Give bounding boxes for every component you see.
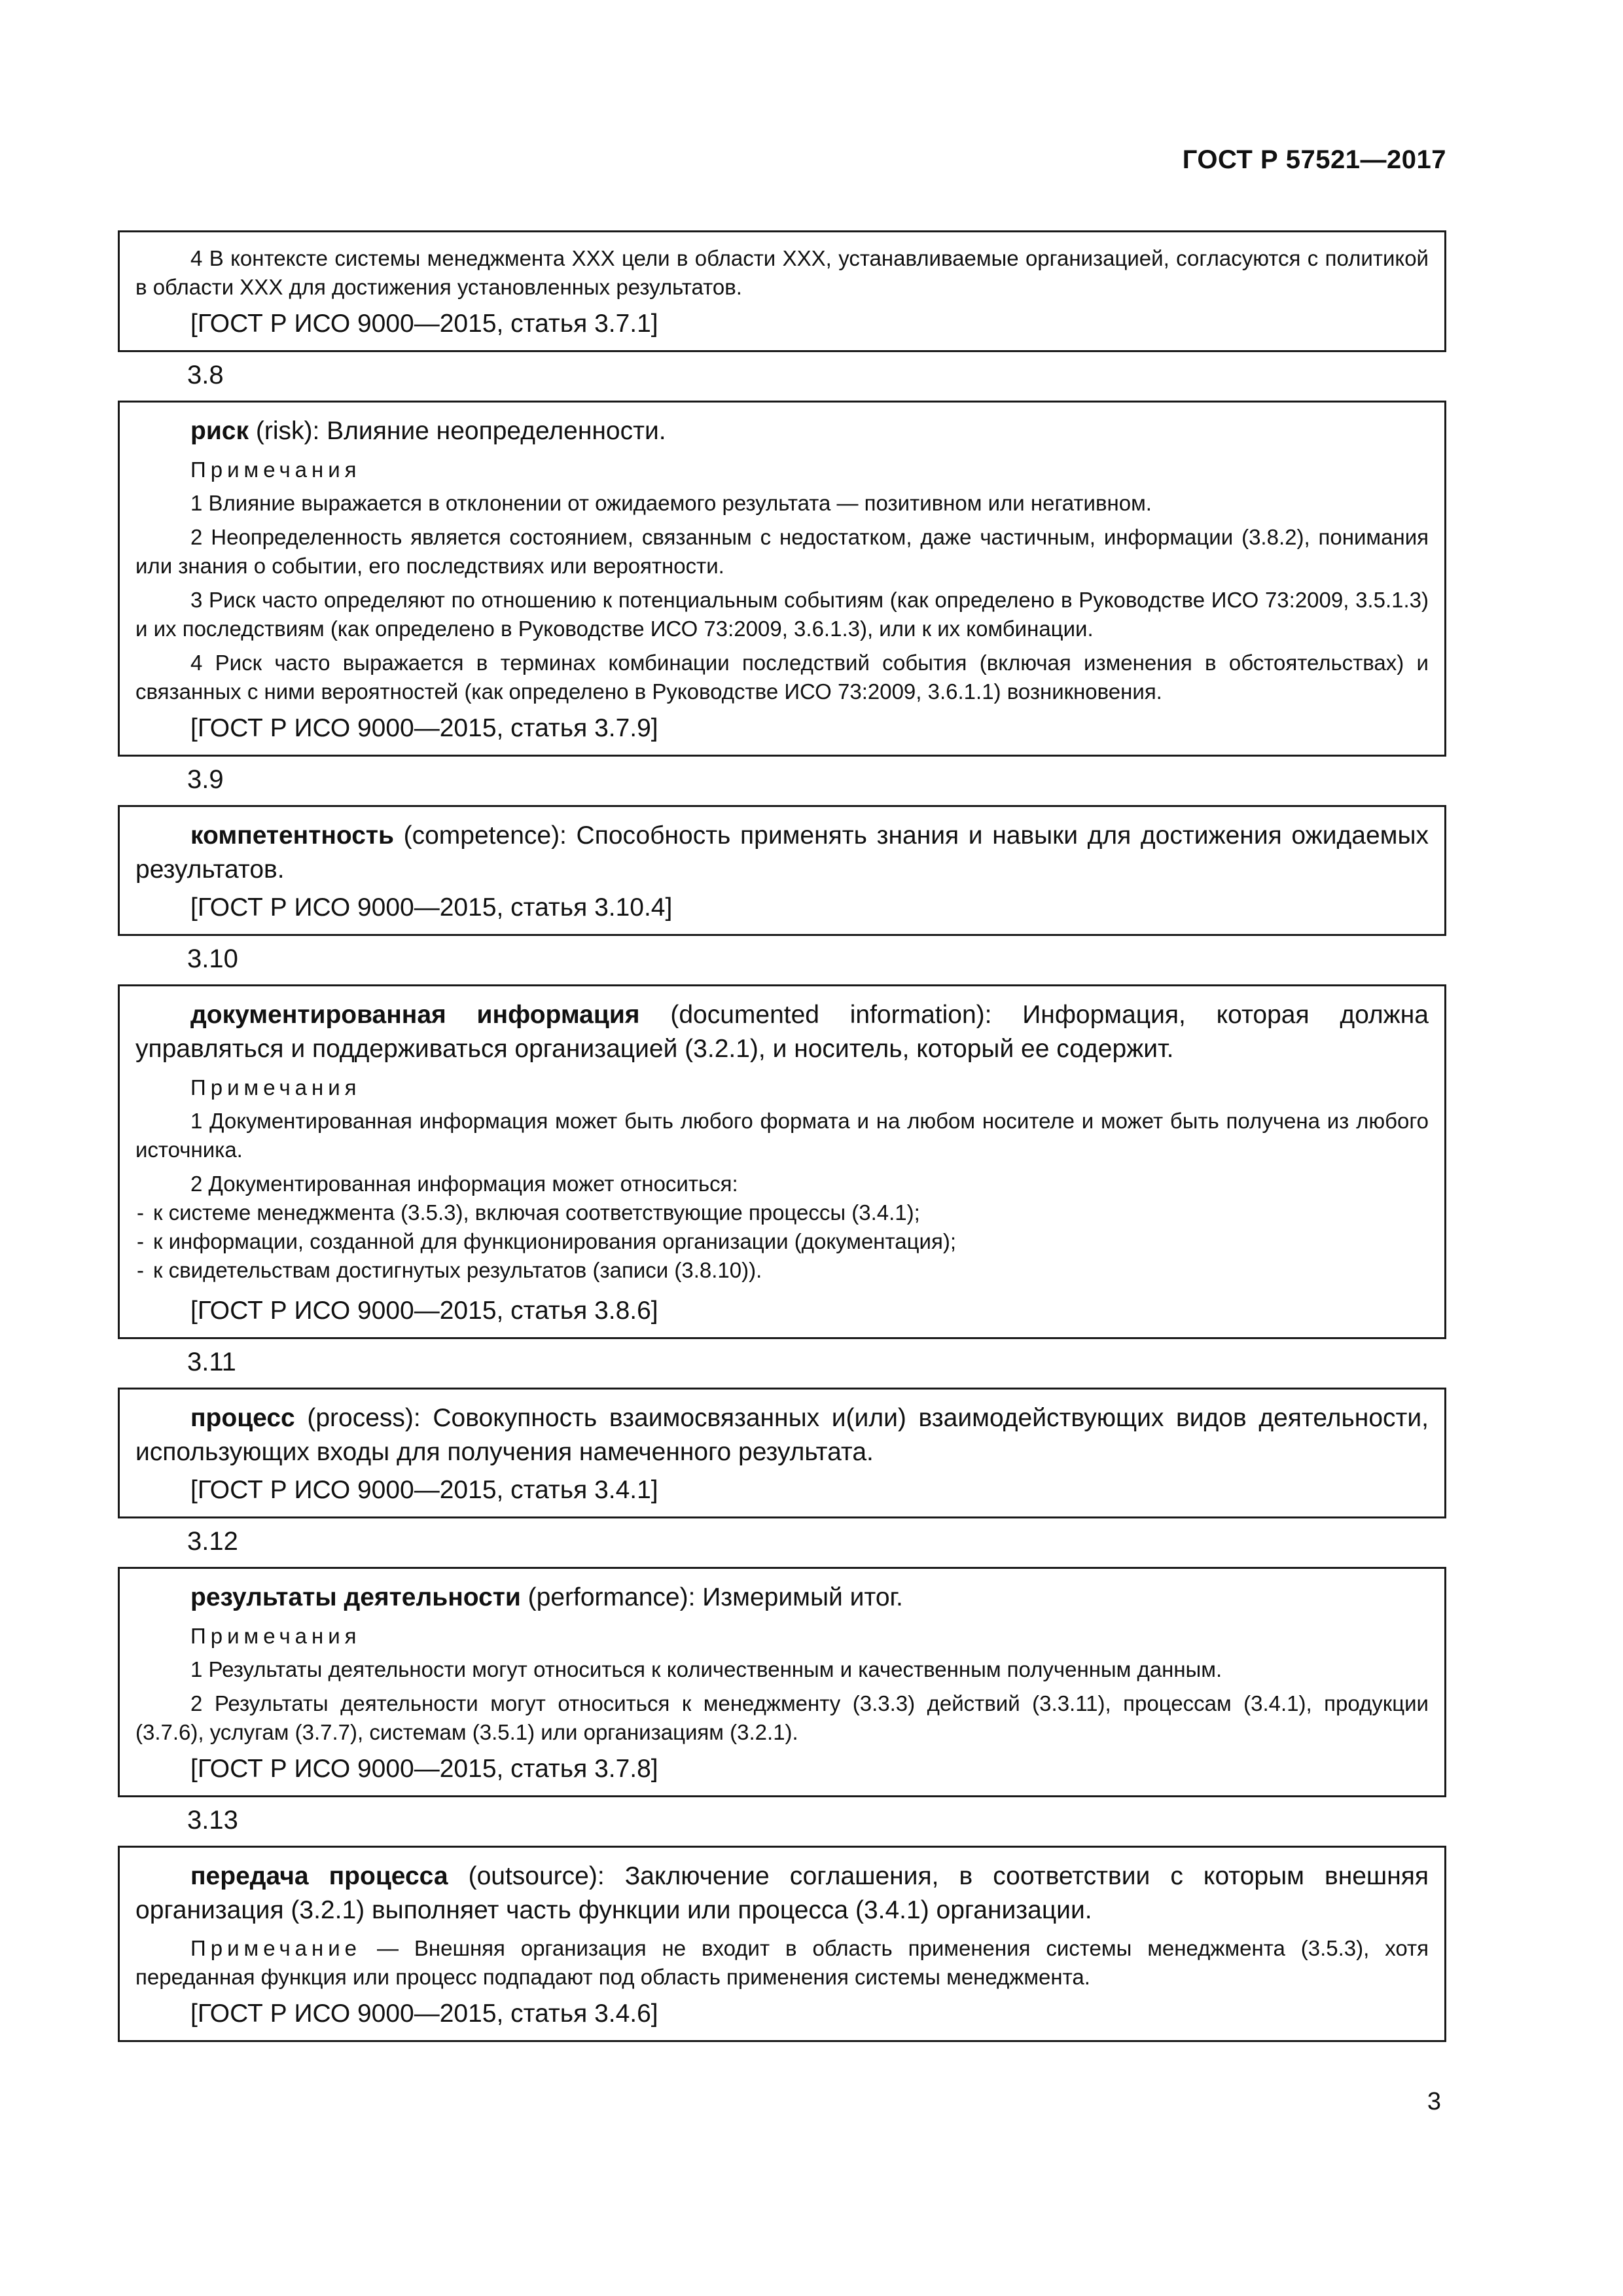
- note-item: 1 Документированная информация может быть любого формата и на любом носителе и может быть получена из любого источника.: [135, 1109, 1429, 1162]
- source-reference: [ГОСТ Р ИСО 9000—2015, статья 3.4.1]: [190, 1476, 658, 1504]
- term-number: 3.12: [187, 1527, 238, 1556]
- definition-text: (process): Совокупность взаимосвязанных и(или) взаимодействующих видов деятельности, использующих входы для получения намеченного результата.: [135, 1404, 1429, 1466]
- source-reference: [ГОСТ Р ИСО 9000—2015, статья 3.10.4]: [190, 893, 673, 922]
- term-name: риск: [190, 417, 249, 445]
- term-box-3-13: [118, 1846, 1446, 2042]
- term-number: 3.10: [187, 944, 238, 973]
- document-code-header: ГОСТ Р 57521—2017: [1182, 145, 1446, 174]
- term-name: документированная информация: [190, 1001, 640, 1029]
- note-item: [135, 1934, 1429, 1992]
- term-name: компетентность: [190, 821, 394, 850]
- note-text: — Внешняя организация не входит в область применения системы менеджмента (3.5.3), хотя переданная функция или процесс подпадают под область применения системы менеджмента.: [135, 1936, 1429, 1989]
- page-number: 3: [1427, 2088, 1441, 2115]
- definition-text: (competence): Способность применять знания и навыки для достижения ожидаемых результатов.: [135, 821, 1429, 884]
- list-item: - к информации, созданной для функционирования организации (документация);: [137, 1229, 956, 1253]
- term-number: 3.11: [187, 1348, 236, 1376]
- term-number: 3.9: [187, 765, 224, 794]
- note-item: 2 Документированная информация может относиться:: [190, 1172, 738, 1196]
- term-name: процесс: [190, 1404, 295, 1432]
- list-item-text: к системе менеджмента (3.5.3), включая соответствующие процессы (3.4.1);: [153, 1200, 920, 1225]
- notes-heading: Примечания: [190, 1075, 361, 1100]
- list-item-text: к информации, созданной для функционирования организации (документация);: [153, 1229, 956, 1253]
- note-label: Примечание: [190, 1936, 362, 1960]
- list-item: - к свидетельствам достигнутых результатов (записи (3.8.10)).: [137, 1258, 762, 1282]
- list-item: - к системе менеджмента (3.5.3), включая соответствующие процессы (3.4.1);: [137, 1200, 920, 1225]
- note-item: 4 Риск часто выражается в терминах комбинации последствий события (включая изменения в обстоятельствах) и связанных с ними вероятностей (как определено в Руководстве ИСО 73:2009, 3.6.1.1) возникновения.: [135, 651, 1429, 704]
- term-box-3-10: [118, 984, 1446, 1339]
- document-body: [118, 230, 1446, 2042]
- term-definition: [135, 1401, 1429, 1469]
- note-item: 3 Риск часто определяют по отношению к потенциальным событиям (как определено в Руководстве ИСО 73:2009, 3.5.1.3) и их последствиям (как определено в Руководстве ИСО 73:2009, 3.6.1.3), или к их комбинации.: [135, 588, 1429, 641]
- definition-text: (risk): Влияние неопределенности.: [249, 417, 666, 445]
- definition-text: (documented information): Информация, которая должна управляться и поддерживаться организацией (3.2.1), и носитель, который ее содержит.: [135, 1001, 1429, 1063]
- notes-heading: Примечания: [190, 457, 361, 482]
- definition-text: (outsource): Заключение соглашения, в соответствии с которым внешняя организация (3.2.1) выполняет часть функции или процесса (3.4.1) организации.: [135, 1862, 1429, 1924]
- source-reference: [ГОСТ Р ИСО 9000—2015, статья 3.7.1]: [190, 310, 658, 338]
- source-reference: [ГОСТ Р ИСО 9000—2015, статья 3.7.9]: [190, 714, 658, 742]
- term-definition: [135, 1581, 1429, 1615]
- term-definition: [135, 819, 1429, 887]
- term-box-3-7-continuation: [118, 230, 1446, 352]
- source-reference: [ГОСТ Р ИСО 9000—2015, статья 3.4.6]: [190, 2000, 658, 2028]
- note-item: 4 В контексте системы менеджмента XXX цели в области XXX, устанавливаемые организацией, согласуются с политикой в области XXX для достижения установленных результатов.: [135, 246, 1429, 299]
- notes-heading: Примечания: [190, 1624, 361, 1648]
- term-box-3-8: [118, 401, 1446, 757]
- note-item: 2 Результаты деятельности могут относиться к менеджменту (3.3.3) действий (3.3.11), процессам (3.4.1), продукции (3.7.6), услугам (3.7.7), системам (3.5.1) или организациям (3.2.1).: [135, 1691, 1429, 1744]
- term-definition: [135, 998, 1429, 1066]
- definition-text: (performance): Измеримый итог.: [520, 1583, 903, 1611]
- term-definition: [135, 1859, 1429, 1928]
- term-name: передача процесса: [190, 1862, 448, 1890]
- term-box-3-9: [118, 805, 1446, 936]
- term-number: 3.8: [187, 361, 224, 389]
- term-box-3-12: [118, 1567, 1446, 1797]
- term-name: результаты деятельности: [190, 1583, 521, 1611]
- note-item: 1 Влияние выражается в отклонении от ожидаемого результата — позитивном или негативном.: [190, 491, 1152, 515]
- term-box-3-11: [118, 1388, 1446, 1518]
- note-item: 2 Неопределенность является состоянием, связанным с недостатком, даже частичным, информации (3.8.2), понимания или знания о событии, его последствиях или вероятности.: [135, 525, 1429, 578]
- source-reference: [ГОСТ Р ИСО 9000—2015, статья 3.7.8]: [190, 1755, 658, 1783]
- source-reference: [ГОСТ Р ИСО 9000—2015, статья 3.8.6]: [190, 1297, 658, 1325]
- term-definition: [135, 414, 1429, 448]
- note-item: 1 Результаты деятельности могут относиться к количественным и качественным полученным данным.: [190, 1657, 1222, 1681]
- term-number: 3.13: [187, 1806, 238, 1835]
- list-item-text: к свидетельствам достигнутых результатов (записи (3.8.10)).: [153, 1258, 762, 1282]
